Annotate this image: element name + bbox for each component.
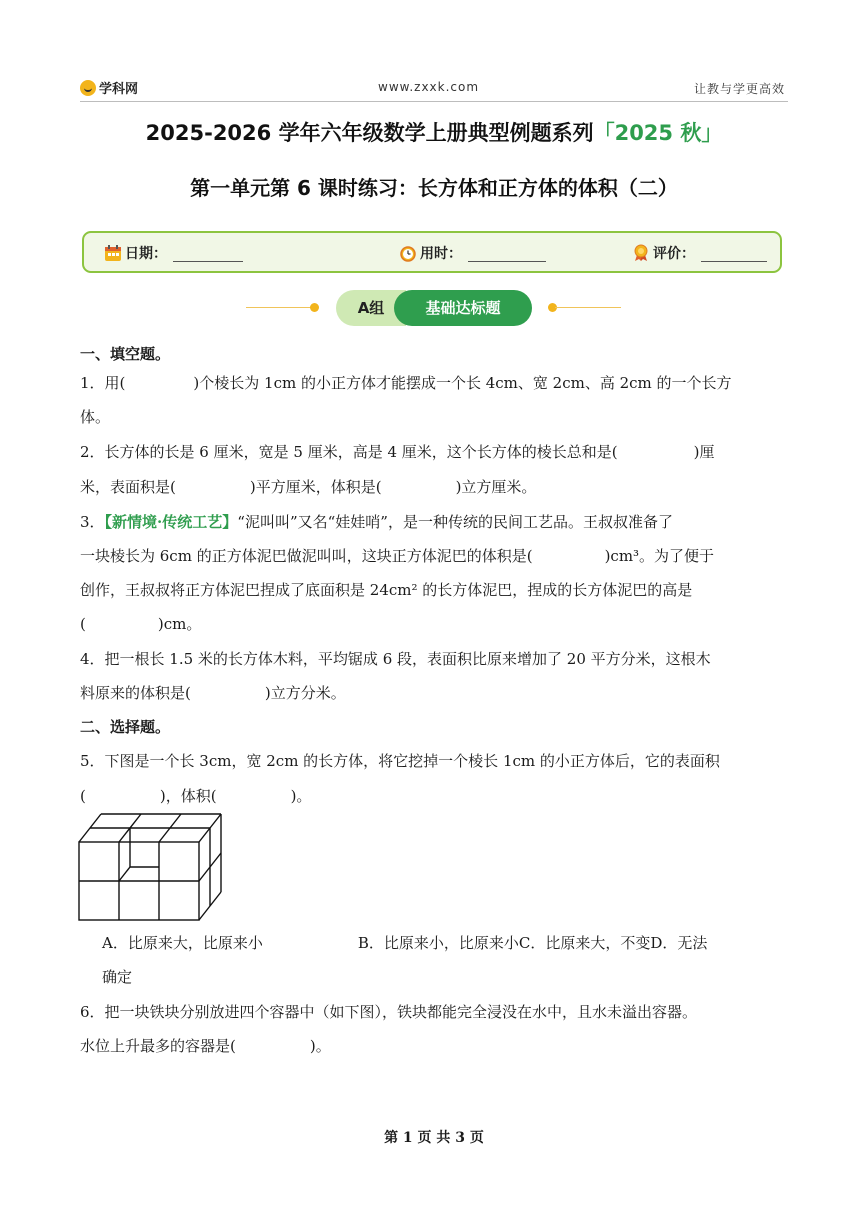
question-1-cont: 体。 [80,408,111,426]
q6-text-c: )。 [309,1037,331,1055]
date-blank[interactable] [173,245,243,262]
q3-number: 3． [80,513,105,531]
q5-text-b: ( [80,787,86,805]
smiley-logo-icon [80,80,96,96]
medal-icon [632,244,650,262]
site-url: www.zxxk.com [378,80,480,94]
question-5-cont [80,779,790,813]
q4-text-c: )立方分米。 [264,684,346,702]
question-5-options [102,926,792,960]
title-accent: 「2025 秋」 [593,121,723,145]
q1-text-a: 1．用( [80,374,126,392]
question-3-line3: 创作，王叔叔将正方体泥巴捏成了底面积是 24cm² 的长方体泥巴，捏成的长方体泥巴的高是 [80,581,693,599]
question-3-line2 [80,539,790,573]
question-1 [80,366,790,400]
time-blank[interactable] [468,245,546,262]
q3-text-e: ( [80,615,86,633]
group-title: 基础达标题 [394,290,532,326]
alarm-clock-icon [399,244,417,262]
question-2 [80,435,790,469]
question-3 [80,505,790,539]
date-field[interactable] [104,243,243,263]
q3-tag: 【新情境·传统工艺】 [104,513,238,531]
q5-text-c: )，体积( [159,787,217,805]
info-box [82,231,782,273]
q5-text-d: )。 [290,787,312,805]
eval-label: 评价： [653,246,695,262]
q1-text-b: )个棱长为 1cm 的小正方体才能摆成一个长 4cm、宽 2cm、高 2cm 的一个长方 [193,374,732,392]
date-label: 日期： [125,246,167,262]
band-left-line [246,307,316,308]
evaluation-field[interactable] [632,243,767,263]
q5-option-a[interactable]: A．比原来大，比原来小 [102,934,263,952]
q5-option-d-cont: 确定 [102,968,133,986]
question-6-cont [80,1029,790,1063]
question-6: 6．把一块铁块分别放进四个容器中（如下图），铁块都能完全浸没在水中，且水未溢出容器。 [80,1003,698,1021]
page-title [0,117,868,147]
band-left-dot [310,303,319,312]
question-5: 5．下图是一个长 3cm，宽 2cm 的长方体，将它挖掉一个棱长 1cm 的小正方体后，它的表面积 [80,752,720,770]
calendar-icon [104,244,122,262]
time-label: 用时： [420,246,462,262]
title-main: 2025-2026 学年六年级数学上册典型例题系列 [145,121,594,145]
logo-text: 学科网 [99,82,139,97]
question-2-cont [80,470,790,504]
slogan: 让教与学更高效 [694,82,786,96]
q2-text-e: )立方厘米。 [455,478,537,496]
band-right-line [555,307,621,308]
group-label: A组 [336,290,406,326]
page-subtitle: 第一单元第 6 课时练习：长方体和正方体的体积（二） [190,176,678,200]
section-choice-heading: 二、选择题。 [80,718,171,736]
q2-text-a: 2．长方体的长是 6 厘米，宽是 5 厘米，高是 4 厘米，这个长方体的棱长总和是( [80,443,618,461]
section-fill-heading: 一、填空题。 [80,345,171,363]
eval-blank[interactable] [701,245,767,262]
header-divider [80,101,788,102]
question-4-cont [80,676,790,710]
q2-text-c: 米，表面积是( [80,478,176,496]
page-number: 第 1 页 共 3 页 [384,1130,484,1146]
cuboid-figure [78,812,224,922]
group-band [336,290,532,326]
q6-text-b: 水位上升最多的容器是( [80,1037,236,1055]
question-4: 4．把一根长 1.5 米的长方体木料，平均锯成 6 段，表面积比原来增加了 20 平方分米，这根木 [80,650,711,668]
q2-text-b: )厘 [693,443,715,461]
time-field[interactable] [399,243,546,263]
q4-text-b: 料原来的体积是( [80,684,191,702]
q3-text-f: )cm。 [157,615,202,633]
q3-text-a: “泥叫叫”又名“娃娃哨”，是一种传统的民间工艺品。王叔叔准备了 [237,513,673,531]
q2-text-d: )平方厘米，体积是( [249,478,382,496]
site-logo [80,78,138,97]
q3-text-c: )cm³。为了便于 [604,547,715,565]
q3-text-b: 一块棱长为 6cm 的正方体泥巴做泥叫叫，这块正方体泥巴的体积是( [80,547,533,565]
q5-option-bcd[interactable]: B．比原来小，比原来小C．比原来大，不变D．无法 [357,934,708,952]
question-3-line4 [80,607,790,641]
